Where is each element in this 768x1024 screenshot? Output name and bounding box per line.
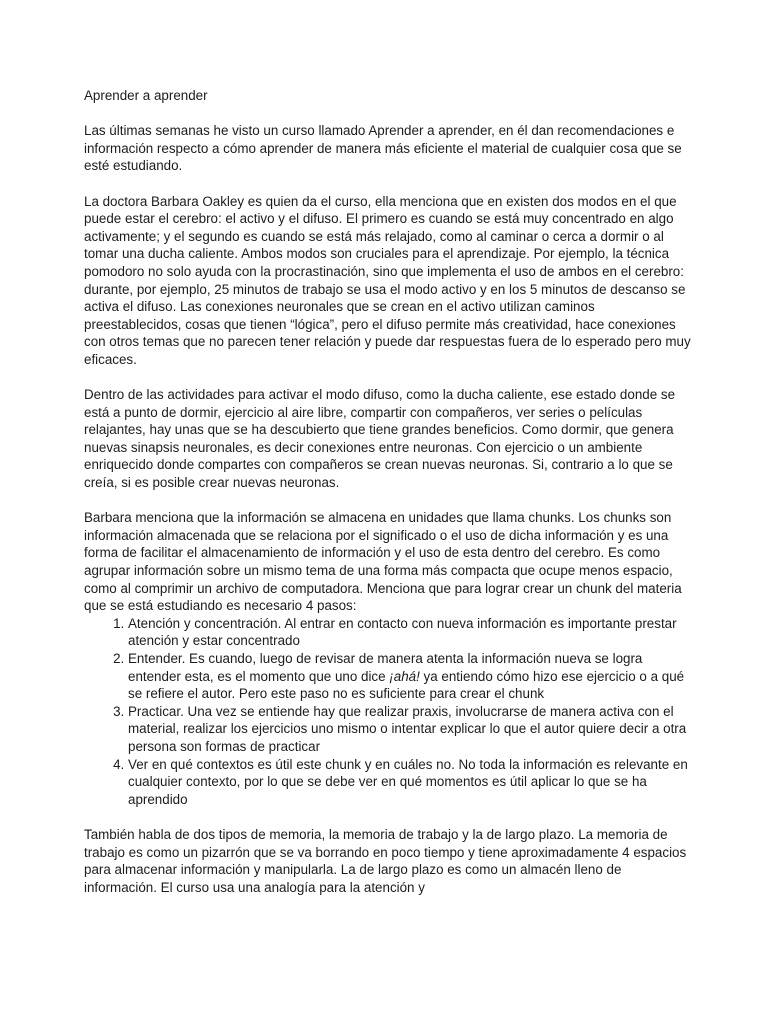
- paragraph-diffuse-activities: Dentro de las actividades para activar el modo difuso, como la ducha caliente, ese estado donde se está a punto de dormir, ejercicio al aire libre, compartir con compañeros, ver series o películas relajantes, hay unas que se ha descubierto que tiene grandes beneficios. Como dormir, que genera nuevas sinapsis neuronales, es decir conexiones entre neuronas. Con ejercicio o un ambiente enriquecido donde compartes con compañeros se crean nuevas neuronas. Si, contrario a lo que se creía, si es posible crear nuevas neuronas.: [84, 387, 676, 491]
- step-2-text-after: ya entiendo cómo hizo ese ejercicio o a qué se refiere el autor. Pero este paso no es suficiente para crear el chunk: [128, 668, 685, 702]
- step-2-emphasis: ¡ahá!: [389, 668, 420, 684]
- paragraph-brain-modes: La doctora Barbara Oakley es quien da el curso, ella menciona que en existen dos modos en el que puede estar el cerebro: el activo y el difuso. El primero es cuando se está muy concentrado en algo activamente; y el segundo es cuando se está más relajado, como al caminar o cerca a dormir o al tomar una ducha caliente. Ambos modos son cruciales para el aprendizaje. Por ejemplo, la técnica pomodoro no solo ayuda con la procrastinación, sino que implementa el uso de ambos en el cerebro: durante, por ejemplo, 25 minutos de trabajo se usa el modo activo y en los 5 minutos de descanso se activa el difuso. Las conexiones neuronales que se crean en el activo utilizan caminos preestablecidos, cosas que tienen “lógica”, pero el difuso permite más creatividad, hace conexiones con otros temas que no parecen tener relación y puede dar respuestas fuera de lo esperado pero muy eficaces.: [84, 193, 691, 367]
- document-title: Aprender a aprender: [84, 88, 208, 103]
- paragraph-intro: Las últimas semanas he visto un curso llamado Aprender a aprender, en él dan recomendaciones e información respecto a cómo aprender de manera más eficiente el material de cualquier cosa que se esté estudiando.: [84, 123, 682, 174]
- step-2-text-before: Entender. Es cuando, luego de revisar de manera atenta la información nueva se logra entender esta, es el momento que uno dice: [128, 651, 643, 684]
- list-item-step-1: 1. Atención y concentración. Al entrar en contacto con nueva información es importante prestar atención y estar concentrado: [128, 615, 694, 650]
- list-item-step-2: [128, 650, 694, 703]
- document-body: [84, 87, 694, 914]
- chunk-steps-list: [84, 615, 694, 809]
- list-item-step-3: 3. Practicar. Una vez se entiende hay que realizar praxis, involucrarse de manera activa con el material, realizar los ejercicios uno mismo o intentar explicar lo que el autor quiere decir a otra persona son formas de practicar: [128, 703, 694, 756]
- list-item-step-4: 4. Ver en qué contextos es útil este chunk y en cuáles no. No toda la información es relevante en cualquier contexto, por lo que se debe ver en qué momentos es útil aplicar lo que se ha aprendido: [128, 756, 694, 809]
- paragraph-chunks: Barbara menciona que la información se almacena en unidades que llama chunks. Los chunks son información almacenada que se relaciona por el significado o el uso de dicha información y es una forma de facilitar el almacenamiento de información y el uso de esta dentro del cerebro. Es como agrupar información sobre un mismo tema de una forma más compacta que ocupe menos espacio, como al comprimir un archivo de computadora. Menciona que para lograr crear un chunk del materia que se está estudiando es necesario 4 pasos:: [84, 510, 682, 614]
- paragraph-memory-types: También habla de dos tipos de memoria, la memoria de trabajo y la de largo plazo. La memoria de trabajo es como un pizarrón que se va borrando en poco tiempo y tiene aproximadamente 4 espacios para almacenar información y manipularla. La de largo plazo es como un almacén lleno de información. El curso usa una analogía para la atención y: [84, 826, 687, 895]
